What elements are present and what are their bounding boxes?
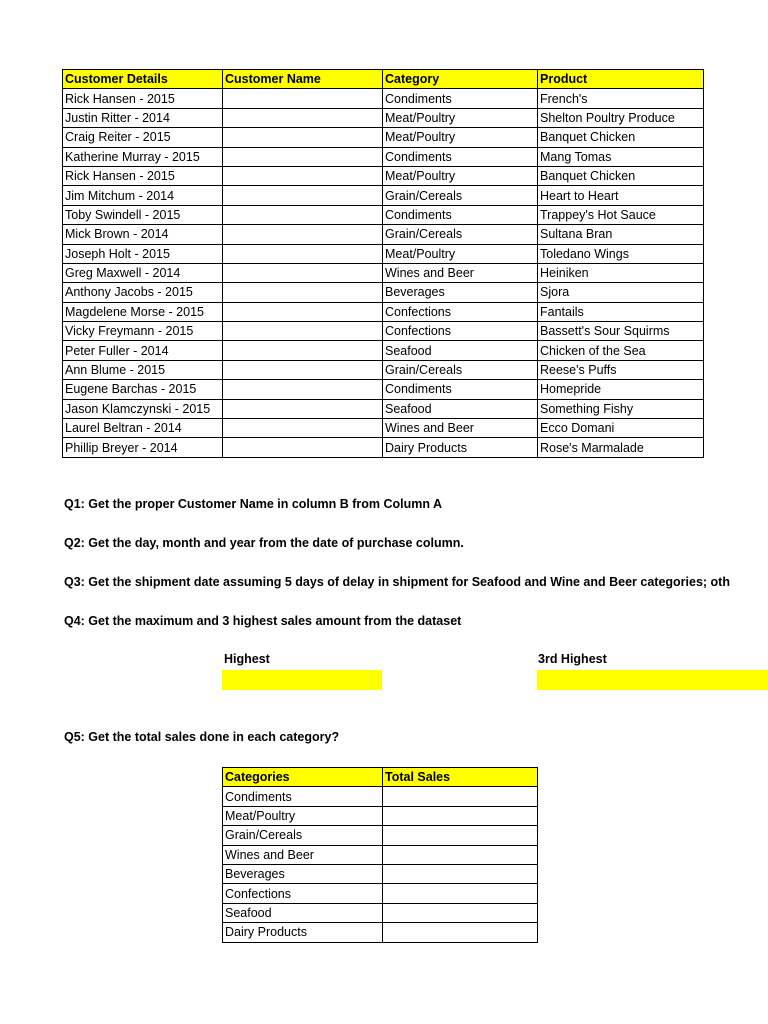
highest-answer-cell[interactable] (222, 670, 382, 690)
customer-name-cell[interactable] (223, 166, 383, 185)
customer-details-cell[interactable]: Katherine Murray - 2015 (63, 147, 223, 166)
product-cell[interactable]: Sjora (538, 283, 704, 302)
product-cell[interactable]: Heiniken (538, 263, 704, 282)
table-row (63, 283, 704, 302)
category-row (223, 864, 538, 883)
customer-name-cell[interactable] (223, 244, 383, 263)
table-row (63, 89, 704, 108)
customer-name-cell[interactable] (223, 128, 383, 147)
category-cell[interactable]: Condiments (223, 787, 383, 806)
total-sales-cell[interactable] (383, 845, 538, 864)
category-cell[interactable]: Confections (223, 884, 383, 903)
question-4: Q4: Get the maximum and 3 highest sales amount from the dataset (64, 614, 462, 628)
customer-name-cell[interactable] (223, 283, 383, 302)
product-cell[interactable]: Shelton Poultry Produce (538, 108, 704, 127)
customer-details-cell[interactable]: Mick Brown - 2014 (63, 225, 223, 244)
category-cell[interactable]: Dairy Products (223, 923, 383, 942)
product-cell[interactable]: Heart to Heart (538, 186, 704, 205)
customer-name-cell[interactable] (223, 89, 383, 108)
customer-details-cell[interactable]: Rick Hansen - 2015 (63, 166, 223, 185)
highest-label: Highest (224, 652, 270, 666)
customer-name-cell[interactable] (223, 302, 383, 321)
category-cell[interactable]: Grain/Cereals (223, 826, 383, 845)
customer-details-cell[interactable]: Toby Swindell - 2015 (63, 205, 223, 224)
table-row (63, 244, 704, 263)
customer-name-cell[interactable] (223, 360, 383, 379)
customer-details-cell[interactable]: Anthony Jacobs - 2015 (63, 283, 223, 302)
customer-details-cell[interactable]: Justin Ritter - 2014 (63, 108, 223, 127)
category-row (223, 787, 538, 806)
table-row (63, 166, 704, 185)
header-cell-category[interactable]: Category (383, 70, 538, 89)
total-sales-cell[interactable] (383, 884, 538, 903)
total-sales-cell[interactable] (383, 806, 538, 825)
product-cell[interactable]: Banquet Chicken (538, 166, 704, 185)
category-cell[interactable]: Grain/Cereals (383, 225, 538, 244)
category-cell[interactable]: Meat/Poultry (223, 806, 383, 825)
customer-table (62, 69, 704, 458)
question-3: Q3: Get the shipment date assuming 5 days of delay in shipment for Seafood and Wine and Beer categories; oth (64, 575, 730, 589)
category-cell[interactable]: Beverages (223, 864, 383, 883)
product-cell[interactable]: Homepride (538, 380, 704, 399)
question-1: Q1: Get the proper Customer Name in column B from Column A (64, 497, 443, 511)
customer-details-cell[interactable]: Eugene Barchas - 2015 (63, 380, 223, 399)
table-row (63, 399, 704, 418)
category-cell[interactable]: Confections (383, 302, 538, 321)
total-sales-cell[interactable] (383, 903, 538, 922)
header-cell-customer-details[interactable]: Customer Details (63, 70, 223, 89)
category-cell[interactable]: Confections (383, 322, 538, 341)
customer-details-cell[interactable]: Craig Reiter - 2015 (63, 128, 223, 147)
product-cell[interactable]: Ecco Domani (538, 419, 704, 438)
customer-name-cell[interactable] (223, 147, 383, 166)
table-row (63, 419, 704, 438)
customer-name-cell[interactable] (223, 419, 383, 438)
table-row (63, 380, 704, 399)
category-cell[interactable]: Meat/Poultry (383, 166, 538, 185)
product-cell[interactable]: Sultana Bran (538, 225, 704, 244)
table-row (63, 205, 704, 224)
question-2: Q2: Get the day, month and year from the date of purchase column. (64, 536, 464, 550)
header-row (63, 70, 704, 89)
category-cell[interactable]: Wines and Beer (383, 263, 538, 282)
category-cell[interactable]: Seafood (383, 399, 538, 418)
customer-name-cell[interactable] (223, 399, 383, 418)
category-row (223, 923, 538, 942)
customer-name-cell[interactable] (223, 108, 383, 127)
customer-name-cell[interactable] (223, 186, 383, 205)
customer-details-cell[interactable]: Phillip Breyer - 2014 (63, 438, 223, 457)
product-cell[interactable]: Toledano Wings (538, 244, 704, 263)
category-cell[interactable]: Wines and Beer (383, 419, 538, 438)
table-row (63, 108, 704, 127)
category-sales-table (222, 767, 538, 943)
customer-name-cell[interactable] (223, 438, 383, 457)
product-cell[interactable]: Bassett's Sour Squirms (538, 322, 704, 341)
category-cell[interactable]: Beverages (383, 283, 538, 302)
customer-name-cell[interactable] (223, 341, 383, 360)
product-cell[interactable]: Fantails (538, 302, 704, 321)
category-cell[interactable]: Meat/Poultry (383, 128, 538, 147)
product-cell[interactable]: Rose's Marmalade (538, 438, 704, 457)
customer-details-cell[interactable]: Peter Fuller - 2014 (63, 341, 223, 360)
category-cell[interactable]: Condiments (383, 147, 538, 166)
third-highest-answer-cell[interactable] (537, 670, 768, 690)
table-row (63, 302, 704, 321)
header-row (223, 768, 538, 787)
category-cell[interactable]: Dairy Products (383, 438, 538, 457)
customer-details-cell[interactable]: Rick Hansen - 2015 (63, 89, 223, 108)
customer-name-cell[interactable] (223, 205, 383, 224)
category-row (223, 884, 538, 903)
customer-name-cell[interactable] (223, 380, 383, 399)
third-highest-label: 3rd Highest (538, 652, 607, 666)
customer-details-cell[interactable]: Joseph Holt - 2015 (63, 244, 223, 263)
table-row (63, 322, 704, 341)
table-row (63, 128, 704, 147)
customer-details-cell[interactable]: Ann Blume - 2015 (63, 360, 223, 379)
header-cell-customer-name[interactable]: Customer Name (223, 70, 383, 89)
customer-details-cell[interactable]: Jim Mitchum - 2014 (63, 186, 223, 205)
customer-details-cell[interactable]: Vicky Freymann - 2015 (63, 322, 223, 341)
table-row (63, 438, 704, 457)
product-cell[interactable]: Reese's Puffs (538, 360, 704, 379)
total-sales-cell[interactable] (383, 826, 538, 845)
product-cell[interactable]: Chicken of the Sea (538, 341, 704, 360)
table-row (63, 360, 704, 379)
table-row (63, 186, 704, 205)
category-row (223, 903, 538, 922)
customer-details-cell[interactable]: Greg Maxwell - 2014 (63, 263, 223, 282)
category-cell[interactable]: Condiments (383, 380, 538, 399)
customer-details-cell[interactable]: Magdelene Morse - 2015 (63, 302, 223, 321)
category-row (223, 806, 538, 825)
category-cell[interactable]: Seafood (383, 341, 538, 360)
header-cell-category[interactable]: Categories (223, 768, 383, 787)
customer-name-cell[interactable] (223, 322, 383, 341)
total-sales-cell[interactable] (383, 923, 538, 942)
customer-name-cell[interactable] (223, 225, 383, 244)
category-cell[interactable]: Condiments (383, 89, 538, 108)
customer-details-cell[interactable]: Laurel Beltran - 2014 (63, 419, 223, 438)
category-cell[interactable]: Condiments (383, 205, 538, 224)
category-cell[interactable]: Wines and Beer (223, 845, 383, 864)
question-5: Q5: Get the total sales done in each category? (64, 730, 340, 744)
product-cell[interactable]: Mang Tomas (538, 147, 704, 166)
category-row (223, 826, 538, 845)
product-cell[interactable]: Something Fishy (538, 399, 704, 418)
category-cell[interactable]: Grain/Cereals (383, 186, 538, 205)
product-cell[interactable]: French's (538, 89, 704, 108)
category-cell[interactable]: Grain/Cereals (383, 360, 538, 379)
total-sales-cell[interactable] (383, 787, 538, 806)
category-row (223, 845, 538, 864)
category-cell[interactable]: Meat/Poultry (383, 244, 538, 263)
category-cell[interactable]: Meat/Poultry (383, 108, 538, 127)
table-row (63, 147, 704, 166)
header-cell-product[interactable]: Product (538, 70, 704, 89)
table-row (63, 263, 704, 282)
customer-details-cell[interactable]: Jason Klamczynski - 2015 (63, 399, 223, 418)
category-cell[interactable]: Seafood (223, 903, 383, 922)
customer-name-cell[interactable] (223, 263, 383, 282)
total-sales-cell[interactable] (383, 864, 538, 883)
product-cell[interactable]: Banquet Chicken (538, 128, 704, 147)
table-row (63, 341, 704, 360)
header-cell-total-sales[interactable]: Total Sales (383, 768, 538, 787)
table-row (63, 225, 704, 244)
product-cell[interactable]: Trappey's Hot Sauce (538, 205, 704, 224)
